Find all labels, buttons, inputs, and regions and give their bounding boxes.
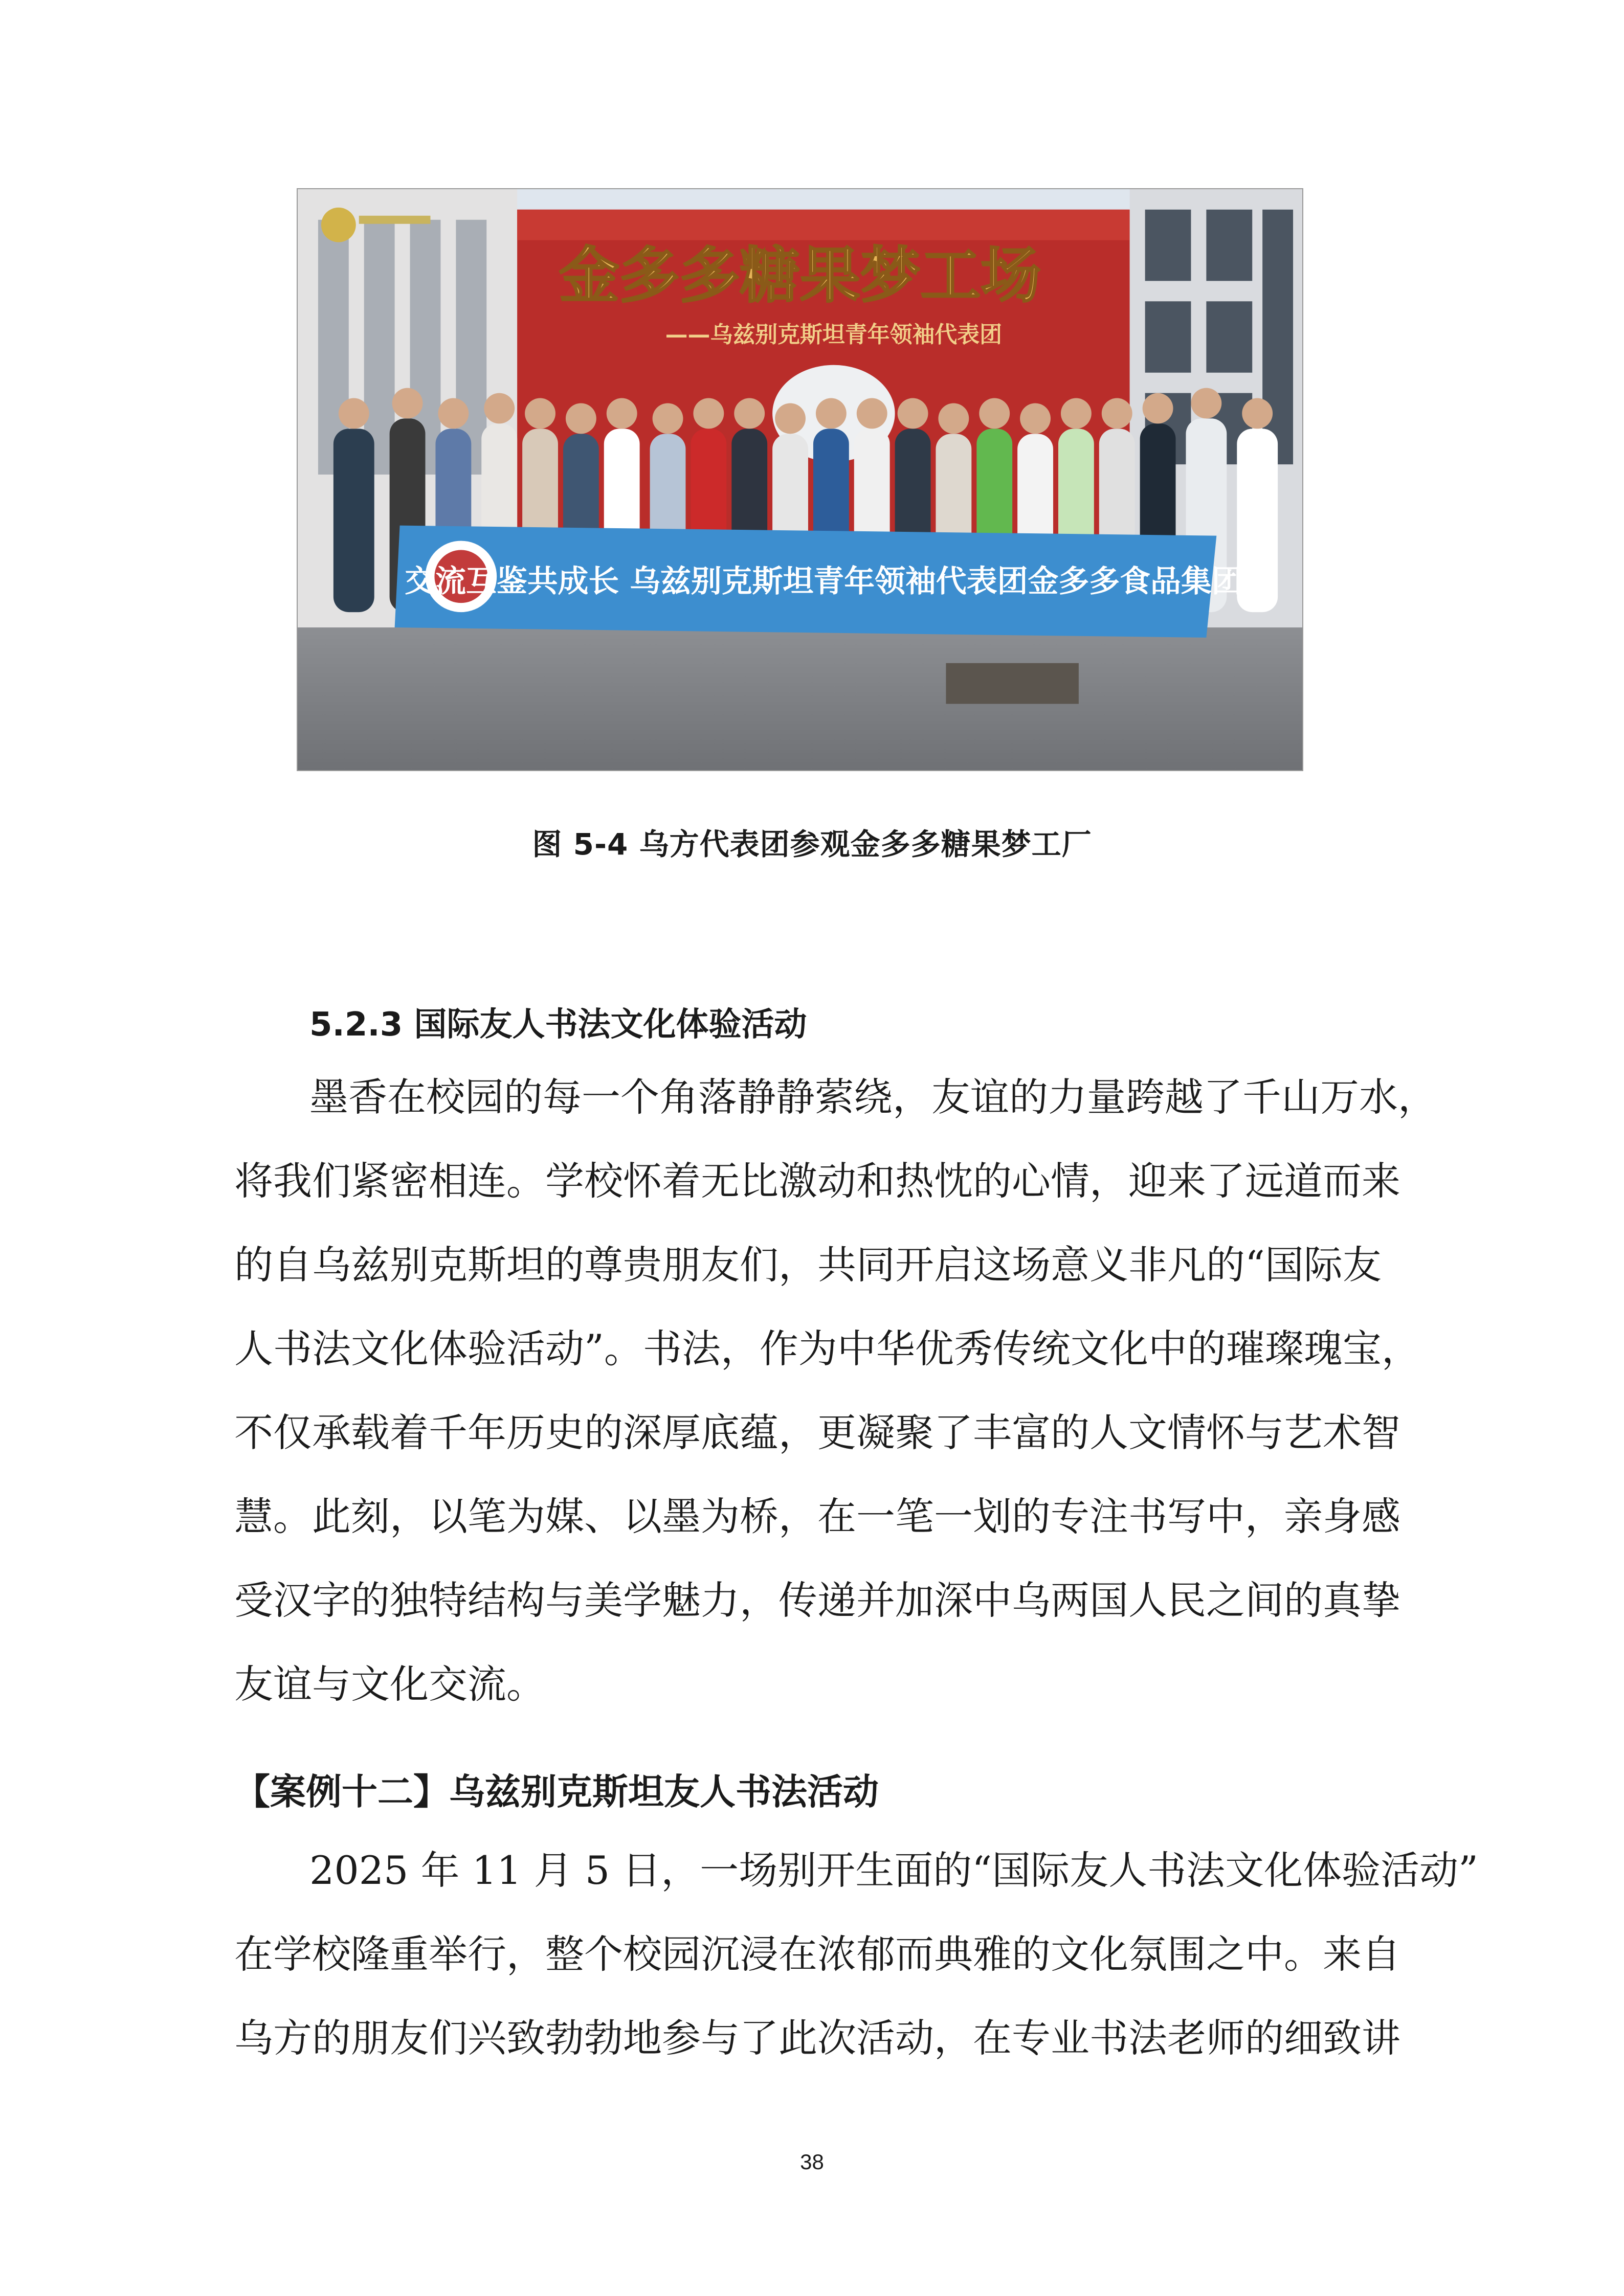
paragraph-line: 慧。此刻，以笔为媒、以墨为桥，在一笔一划的专注书写中，亲身感 bbox=[234, 1494, 1400, 1539]
paragraph-line: 墨香在校园的每一个角落静静萦绕，友谊的力量跨越了千山万水， bbox=[309, 1074, 1437, 1120]
paragraph-line: 受汉字的独特结构与美学魅力，传递并加深中乌两国人民之间的真挚 bbox=[234, 1578, 1400, 1623]
paragraph-line: 2025 年 11 月 5 日，一场别开生面的“国际友人书法文化体验活动” bbox=[309, 1848, 1478, 1893]
sign-text: 金多多糖果梦工场 bbox=[559, 240, 1041, 311]
paragraph-line: 乌方的朋友们兴致勃勃地参与了此次活动，在专业书法老师的细致讲 bbox=[234, 2015, 1400, 2061]
paragraph-line: 将我们紧密相连。学校怀着无比激动和热忱的心情，迎来了远道而来 bbox=[234, 1158, 1400, 1204]
group-photo bbox=[297, 188, 1303, 771]
paragraph-line: 的自乌兹别克斯坦的尊贵朋友们，共同开启这场意义非凡的“国际友 bbox=[234, 1242, 1382, 1288]
logo-icon bbox=[321, 208, 356, 242]
figure-caption: 图 5-4 乌方代表团参观金多多糖果梦工厂 bbox=[532, 827, 1092, 862]
paragraph-line: 在学校隆重举行，整个校园沉浸在浓郁而典雅的文化氛围之中。来自 bbox=[234, 1931, 1400, 1977]
sign-subtitle: ——乌兹别克斯坦青年领袖代表团 bbox=[665, 321, 1003, 348]
page-number: 38 bbox=[800, 2150, 824, 2174]
case-title: 【案例十二】乌兹别克斯坦友人书法活动 bbox=[234, 1771, 879, 1813]
group-photo-illustration bbox=[298, 189, 1302, 770]
paragraph-line: 人书法文化体验活动”。书法，作为中华优秀传统文化中的璀璨瑰宝， bbox=[234, 1326, 1420, 1371]
paragraph-line: 不仅承载着千年历史的深厚底蕴，更凝聚了丰富的人文情怀与艺术智 bbox=[234, 1410, 1400, 1455]
section-heading: 5.2.3 国际友人书法文化体验活动 bbox=[309, 1006, 807, 1044]
paragraph-line: 友谊与文化交流。 bbox=[234, 1661, 545, 1707]
banner-text: 交流互鉴共成长 乌兹别克斯坦青年领袖代表团金多多食品集团行 bbox=[405, 564, 1273, 600]
